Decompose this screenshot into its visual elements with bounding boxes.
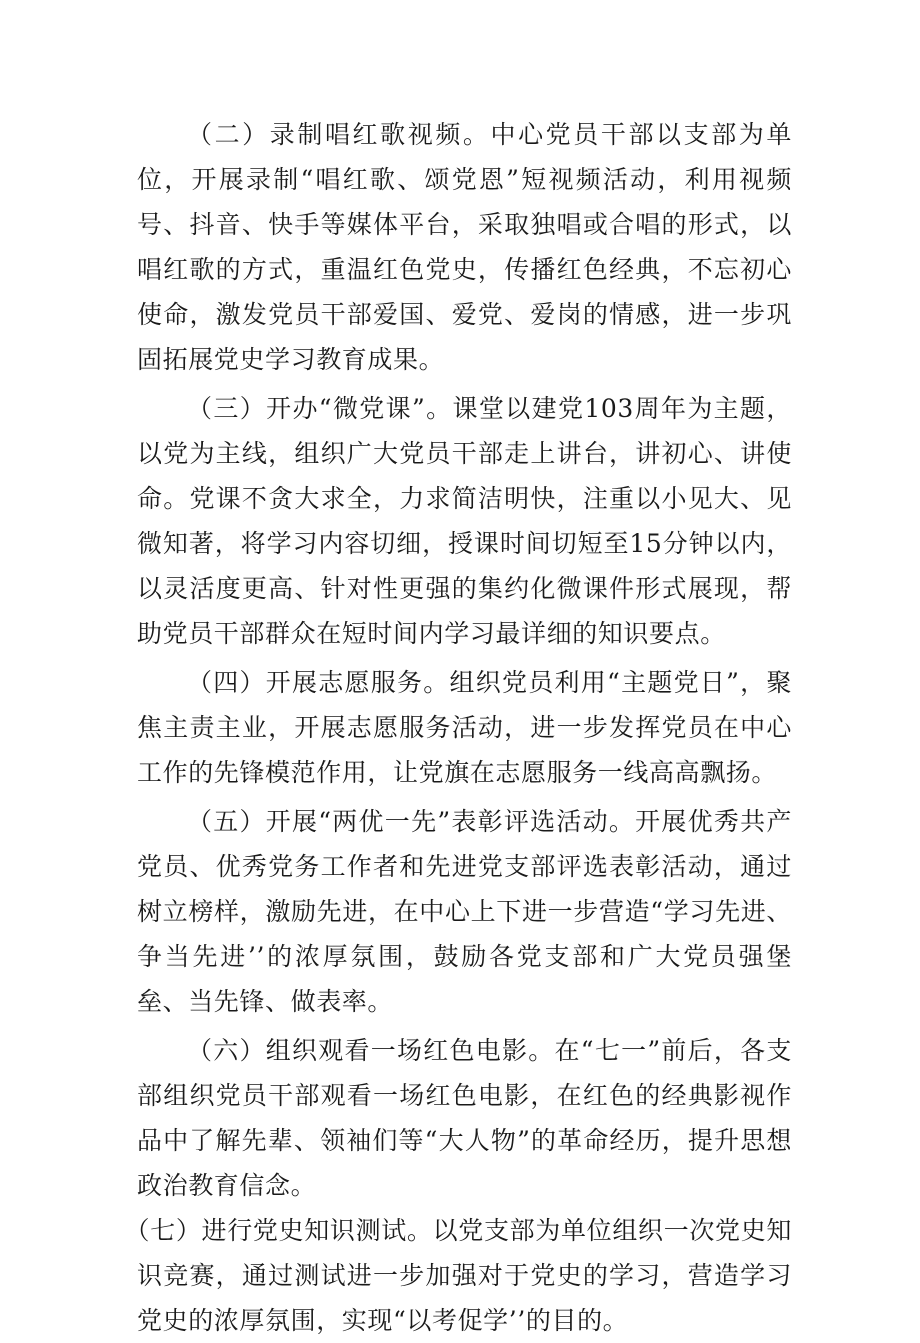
paragraph-history-quiz: （七）进行党史知识测试。以党支部为单位组织一次党史知识竞赛，通过测试进一步加强对于党史的学习，营造学习党史的浓厚氛围，实现“以考促学’’的目的。	[124, 1216, 792, 1335]
paragraph-red-movie: （六）组织观看一场红色电影。在“七一”前后，各支部组织党员干部观看一场红色电影，在红色的经典影视作品中了解先辈、领袖们等“大人物”的革命经历，提升思想政治教育信念。	[137, 1036, 792, 1200]
paragraph-volunteer-service: （四）开展志愿服务。组织党员利用“主题党日”，聚焦主责主业，开展志愿服务活动，进一步发挥党员在中心工作的先锋模范作用，让党旗在志愿服务一线高高飘扬。	[137, 668, 792, 787]
paragraph-micro-party-lesson: （三）开办“微党课”。课堂以建党103周年为主题，以党为主线，组织广大党员干部走上讲台，讲初心、讲使命。党课不贪大求全，力求简洁明快，注重以小见大、见微知著，将学习内容切细，授课时间切短至15分钟以内，以灵活度更高、针对性更强的集约化微课件形式展现，帮助党员干部群众在短时间内学习最详细的知识要点。	[137, 394, 792, 648]
document-body	[124, 112, 792, 1343]
paragraph-recording-red-songs: （二）录制唱红歌视频。中心党员干部以支部为单位，开展录制“唱红歌、颂党恩”短视频活动，利用视频号、抖音、快手等媒体平台，采取独唱或合唱的形式，以唱红歌的方式，重温红色党史，传播红色经典，不忘初心使命，激发党员干部爱国、爱党、爱岗的情感，进一步巩固拓展党史学习教育成果。	[137, 120, 792, 374]
paragraph-awards-selection: （五）开展“两优一先”表彰评选活动。开展优秀共产党员、优秀党务工作者和先进党支部评选表彰活动，通过树立榜样，激励先进，在中心上下进一步营造“学习先进、争当先进’’的浓厚氛围，鼓励各党支部和广大党员强堡垒、当先锋、做表率。	[137, 807, 792, 1016]
